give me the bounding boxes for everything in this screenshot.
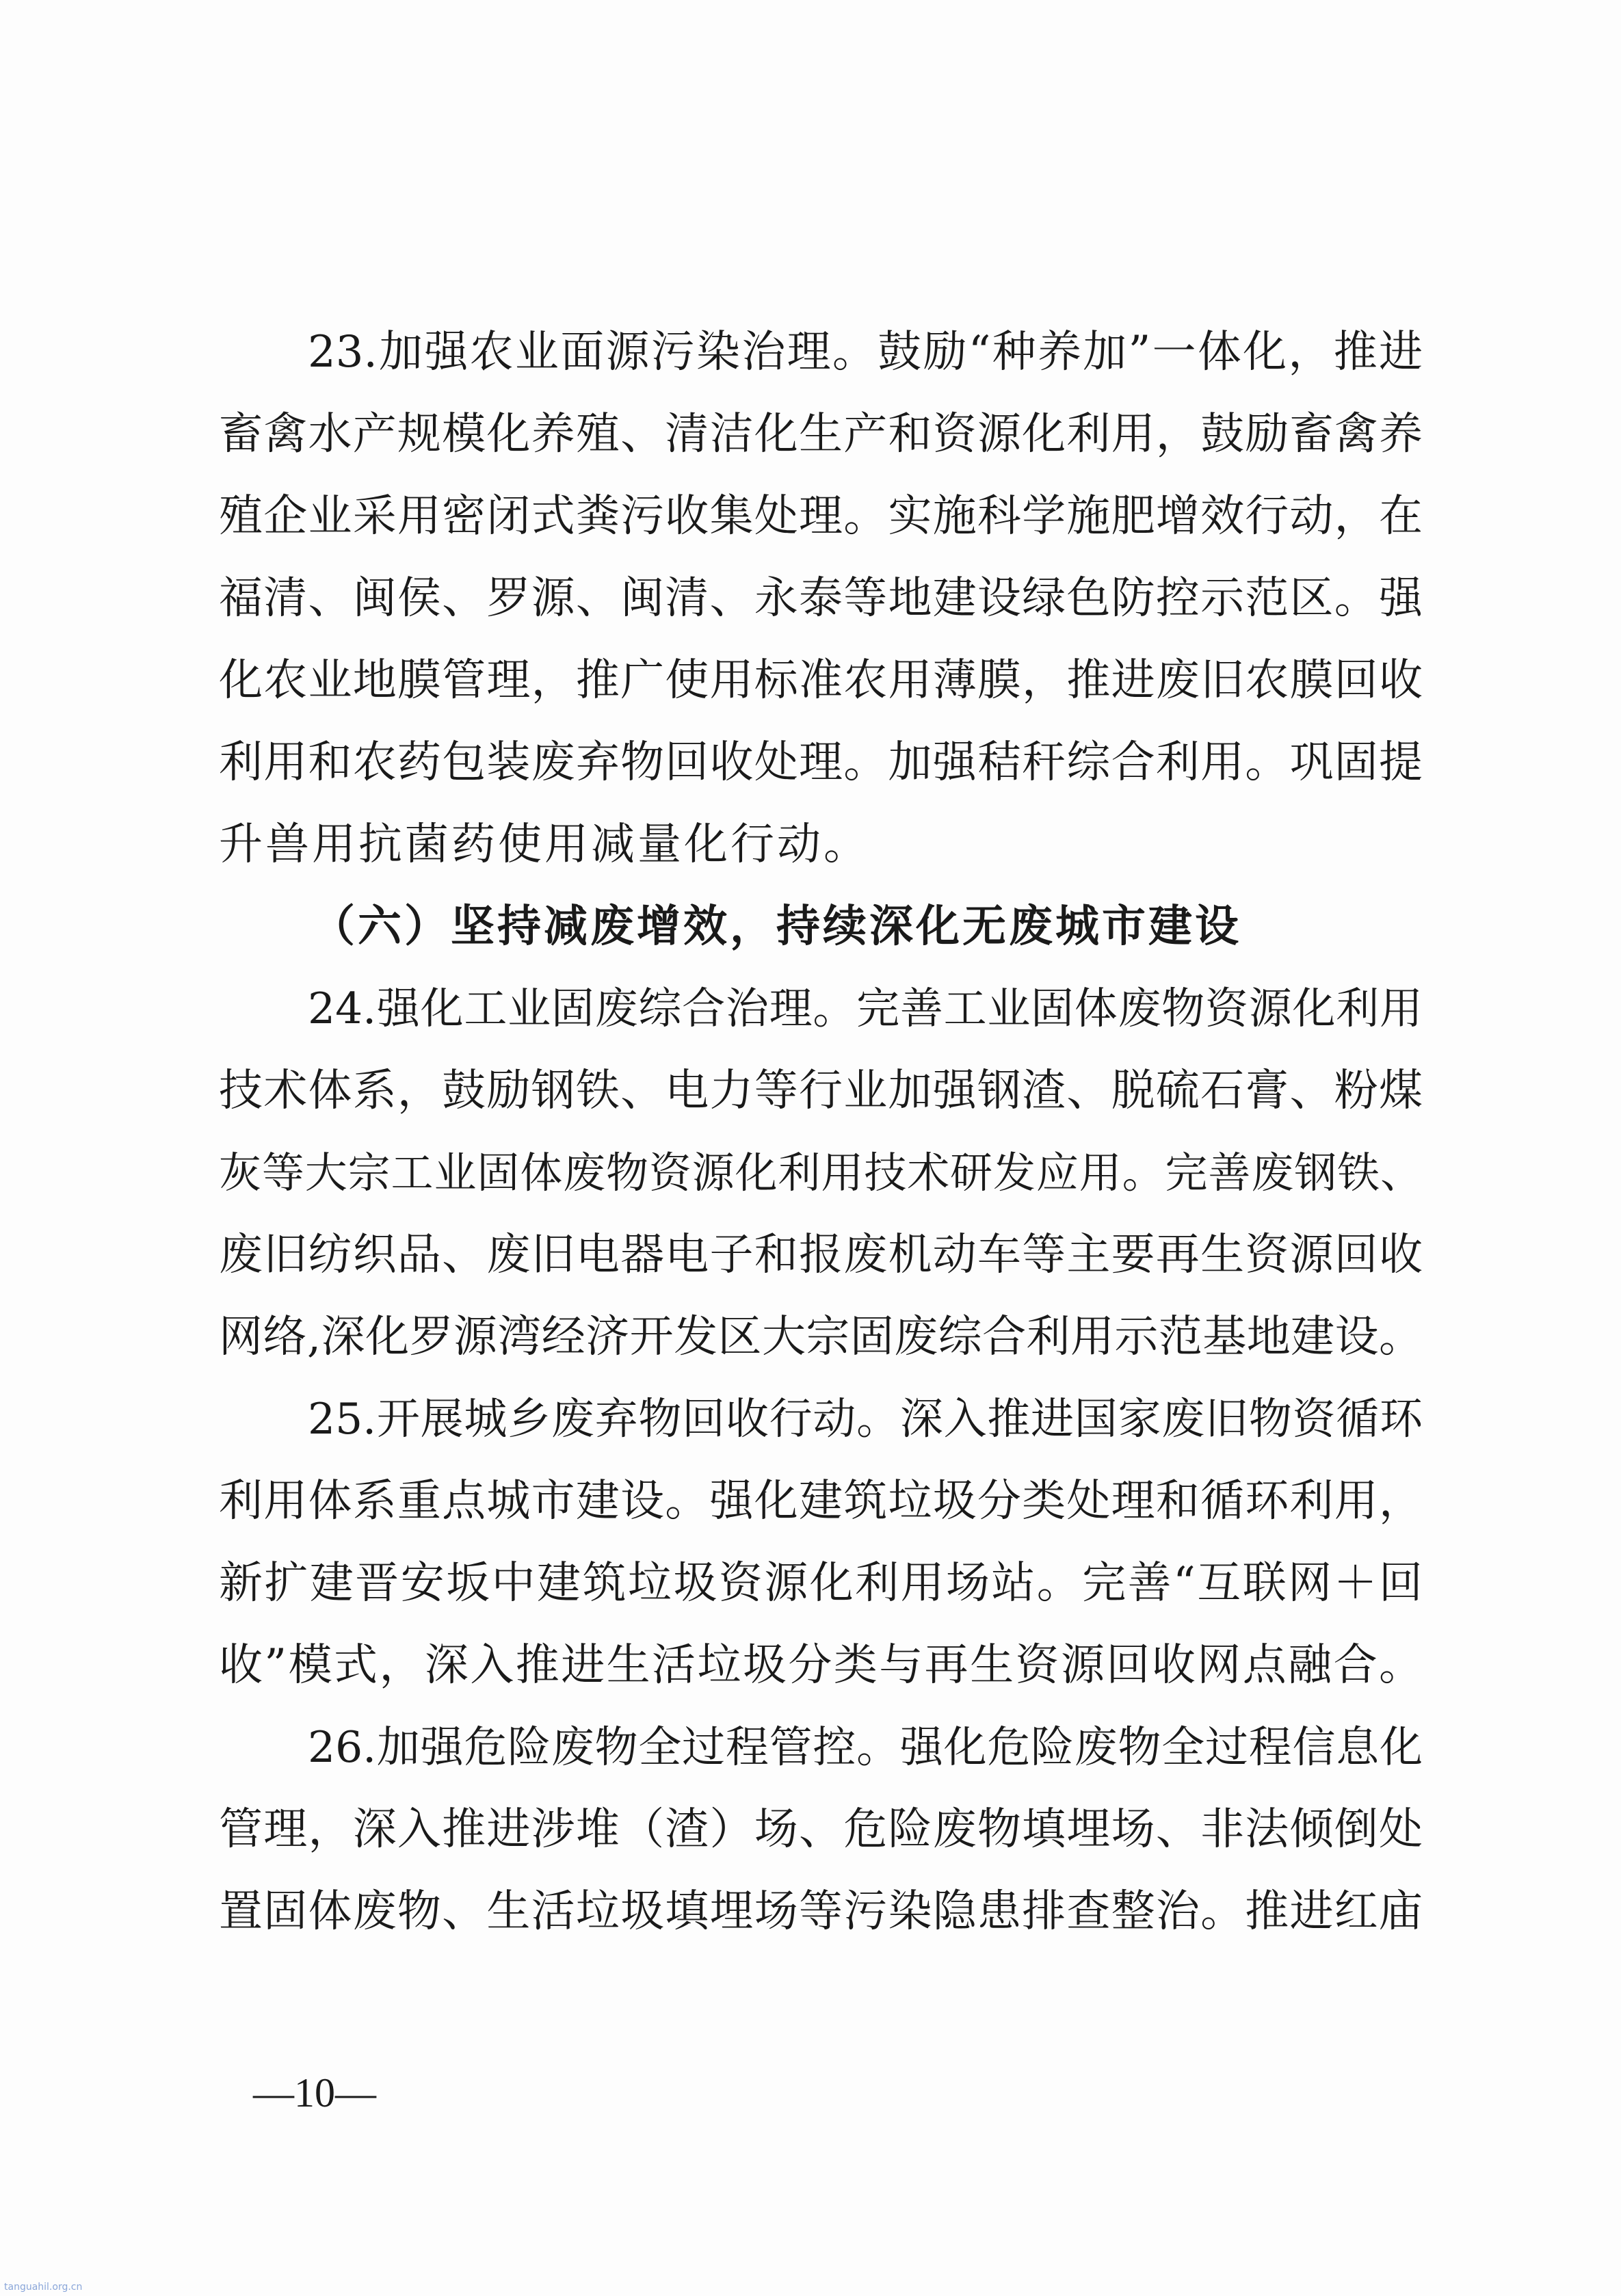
paragraph-23-line-1: 23.加强农业面源污染治理。鼓励“种养加”一体化，推进 [308,327,1423,378]
paragraph-25-line-3: 新扩建晋安坂中建筑垃圾资源化利用场站。完善“互联网＋回 [219,1558,1423,1609]
paragraph-25-line-4: 收”模式，深入推进生活垃圾分类与再生资源回收网点融合。 [219,1640,1423,1691]
section-heading-6: （六）坚持减废增效，持续深化无废城市建设 [311,901,1241,952]
paragraph-24-line-5: 网络,深化罗源湾经济开发区大宗固废综合利用示范基地建设。 [219,1312,1423,1362]
paragraph-26-line-3: 置固体废物、生活垃圾填埋场等污染隐患排查整治。推进红庙 [219,1886,1423,1937]
paragraph-23-line-2: 畜禽水产规模化养殖、清洁化生产和资源化利用，鼓励畜禽养 [219,409,1423,460]
paragraph-23-line-6: 利用和农药包装废弃物回收处理。加强秸秆综合利用。巩固提 [219,737,1423,788]
paragraph-26-line-2: 管理，深入推进涉堆（渣）场、危险废物填埋场、非法倾倒处 [219,1804,1423,1855]
paragraph-24-line-2: 技术体系，鼓励钢铁、电力等行业加强钢渣、脱硫石膏、粉煤 [219,1066,1423,1116]
paragraph-25-line-1: 25.开展城乡废弃物回收行动。深入推进国家废旧物资循环 [308,1394,1423,1444]
paragraph-26-line-1: 26.加强危险废物全过程管控。强化危险废物全过程信息化 [308,1722,1423,1772]
paragraph-23-line-7: 升兽用抗菌药使用减量化行动。 [219,819,870,870]
page-number: —10— [253,2070,376,2115]
watermark: tanguahil.org.cn [4,2282,83,2293]
paragraph-25-line-2: 利用体系重点城市建设。强化建筑垃圾分类处理和循环利用， [219,1476,1423,1527]
paragraph-23-line-5: 化农业地膜管理，推广使用标准农用薄膜，推进废旧农膜回收 [219,655,1423,706]
paragraph-24-line-1: 24.强化工业固废综合治理。完善工业固体废物资源化利用 [308,984,1423,1033]
paragraph-23-line-4: 福清、闽侯、罗源、闽清、永泰等地建设绿色防控示范区。强 [219,573,1423,624]
paragraph-24-line-3: 灰等大宗工业固体废物资源化利用技术研发应用。完善废钢铁、 [219,1148,1423,1198]
paragraph-24-line-4: 废旧纺织品、废旧电器电子和报废机动车等主要再生资源回收 [219,1230,1423,1280]
paragraph-23-line-3: 殖企业采用密闭式粪污收集处理。实施科学施肥增效行动，在 [219,491,1423,542]
